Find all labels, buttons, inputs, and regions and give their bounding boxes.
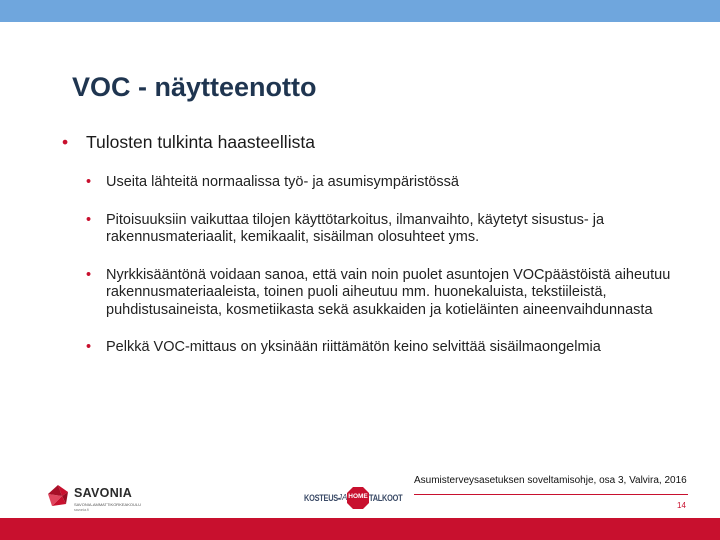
kosteus-logo-joiner: JA xyxy=(338,493,348,502)
savonia-name: SAVONIA xyxy=(74,486,133,500)
sub-bullet-item xyxy=(86,212,686,247)
bullet-marker: • xyxy=(86,339,92,355)
footer-divider xyxy=(414,494,688,495)
bullet-marker: • xyxy=(86,266,92,283)
main-bullet-text: Tulosten tulkinta haasteellista xyxy=(86,132,315,152)
bullet-marker: • xyxy=(62,132,69,152)
kosteus-logo-left: KOSTEUS- xyxy=(304,493,341,503)
kosteus-logo-right: TALKOOT xyxy=(369,493,403,503)
sub-bullet-text: Nyrkkisääntönä voidaan sanoa, että vain noin puolet asuntojen VOCpäästöistä aiheutuu rakennusmateriaaleista, toinen puoli aiheutuu mm. huonekaluista, tekstiileistä, puhdistusaineista, kosmetiikasta sekä asukkaiden ja kotieläinten aineenvaihdunnasta xyxy=(106,266,671,318)
savonia-emblem-icon xyxy=(46,484,70,508)
sub-bullet-item xyxy=(86,267,686,320)
savonia-tagline: SAVONIA-AMMATTIKORKEAKOULU xyxy=(74,502,141,507)
sub-bullet-text: Useita lähteitä normaalissa työ- ja asumisympäristössä xyxy=(106,174,459,190)
source-citation: Asumisterveysasetuksen soveltamisohje, osa 3, Valvira, 2016 xyxy=(414,475,687,486)
sub-bullet-text: Pitoisuuksiin vaikuttaa tilojen käyttötarkoitus, ilmanvaihto, käytetyt sisustus- ja rakennusmateriaalit, kemikaalit, sisäilman olosuhteet yms. xyxy=(106,211,605,245)
slide-title: VOC - näytteenotto xyxy=(72,72,317,102)
sub-bullet-item xyxy=(86,174,686,192)
kosteus-ja-hometalkoot-logo xyxy=(304,484,408,514)
bottom-footer-bar xyxy=(0,518,720,540)
page-number: 14 xyxy=(677,501,686,510)
bullet-marker: • xyxy=(86,211,92,228)
top-header-bar xyxy=(0,0,720,22)
savonia-url: savonia.fi xyxy=(74,508,89,512)
main-bullet xyxy=(62,132,315,153)
kosteus-logo-badge: HOME xyxy=(348,493,368,500)
sub-bullet-item xyxy=(86,339,686,357)
bullet-marker: • xyxy=(86,174,92,190)
savonia-logo xyxy=(46,482,166,518)
sub-bullet-list xyxy=(86,174,686,377)
sub-bullet-text: Pelkkä VOC-mittaus on yksinään riittämätön keino selvittää sisäilmaongelmia xyxy=(106,339,601,355)
